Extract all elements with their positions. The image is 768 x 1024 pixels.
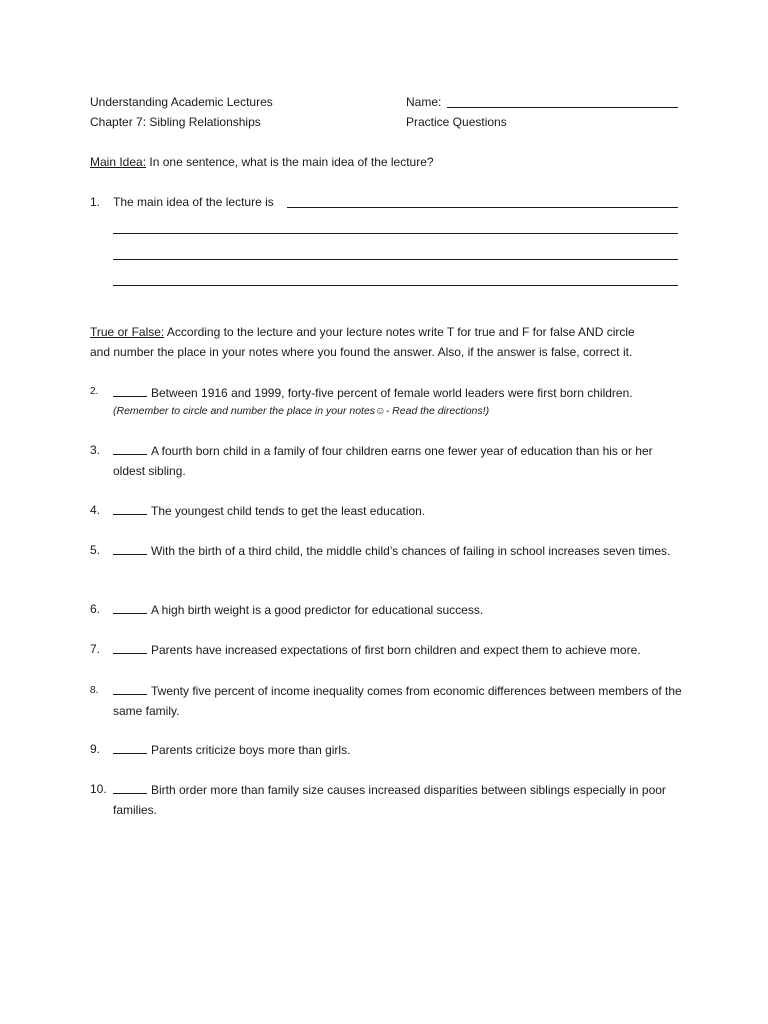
answer-line[interactable] bbox=[287, 207, 678, 208]
question-number: 2. bbox=[90, 386, 99, 397]
answer-blank[interactable] bbox=[113, 781, 147, 794]
question-number: 10. bbox=[90, 782, 107, 796]
answer-blank[interactable] bbox=[113, 641, 147, 654]
course-title: Understanding Academic Lectures bbox=[90, 95, 273, 109]
question-5 bbox=[113, 541, 683, 561]
reminder-note: (Remember to circle and number the place in your notes☺- Read the directions!) bbox=[113, 405, 490, 417]
worksheet-type: Practice Questions bbox=[406, 115, 507, 129]
question-3 bbox=[113, 441, 683, 481]
question-8 bbox=[113, 681, 683, 721]
question-number: 4. bbox=[90, 503, 101, 517]
answer-blank[interactable] bbox=[113, 502, 147, 515]
question-9 bbox=[113, 740, 683, 760]
answer-blank[interactable] bbox=[113, 682, 147, 695]
question-text: A fourth born child in a family of four children earns one fewer year of education than his or her oldest sibling. bbox=[113, 444, 653, 478]
question-text: Parents criticize boys more than girls. bbox=[151, 743, 351, 757]
main-idea-q1-text: The main idea of the lecture is bbox=[113, 195, 274, 209]
question-text: Parents have increased expectations of first born children and expect them to achieve more. bbox=[151, 643, 641, 657]
true-false-instructions-line-1 bbox=[90, 325, 635, 339]
name-field-line[interactable] bbox=[447, 107, 678, 108]
main-idea-label: Main Idea: bbox=[90, 155, 147, 169]
question-2 bbox=[113, 383, 683, 403]
question-number: 7. bbox=[90, 642, 101, 656]
question-number: 6. bbox=[90, 602, 101, 616]
name-label: Name: bbox=[406, 95, 442, 109]
answer-blank[interactable] bbox=[113, 601, 147, 614]
true-false-instr-1: According to the lecture and your lecture notes write T for true and F for false AND circle bbox=[164, 325, 635, 339]
question-text: Birth order more than family size causes increased disparities between siblings especially in poor families. bbox=[113, 783, 666, 817]
question-6 bbox=[113, 600, 683, 620]
answer-blank[interactable] bbox=[113, 741, 147, 754]
answer-blank[interactable] bbox=[113, 442, 147, 455]
question-text: Twenty five percent of income inequality comes from economic differences between members of the same family. bbox=[113, 684, 682, 718]
main-idea-prompt bbox=[90, 155, 434, 169]
question-text: Between 1916 and 1999, forty-five percent of female world leaders were first born children. bbox=[151, 386, 633, 400]
question-text: A high birth weight is a good predictor for educational success. bbox=[151, 603, 484, 617]
answer-line[interactable] bbox=[113, 259, 678, 260]
question-number: 1. bbox=[90, 195, 101, 209]
answer-line[interactable] bbox=[113, 233, 678, 234]
true-false-instr-2-bold: and number the place in your notes bbox=[90, 345, 279, 359]
main-idea-question: In one sentence, what is the main idea of the lecture? bbox=[146, 155, 434, 169]
answer-blank[interactable] bbox=[113, 542, 147, 555]
question-number: 3. bbox=[90, 443, 101, 457]
question-7 bbox=[113, 640, 683, 660]
question-text: With the birth of a third child, the middle child’s chances of failing in school increases seven times. bbox=[151, 544, 671, 558]
question-text: The youngest child tends to get the least education. bbox=[151, 504, 426, 518]
question-number: 9. bbox=[90, 742, 101, 756]
question-number: 5. bbox=[90, 543, 101, 557]
question-number: 8. bbox=[90, 685, 99, 696]
chapter-title: Chapter 7: Sibling Relationships bbox=[90, 115, 261, 129]
answer-line[interactable] bbox=[113, 285, 678, 286]
answer-blank[interactable] bbox=[113, 384, 147, 397]
true-false-instructions-line-2 bbox=[90, 345, 632, 359]
true-false-label: True or False: bbox=[90, 325, 165, 339]
question-10 bbox=[113, 780, 683, 820]
question-4 bbox=[113, 501, 683, 521]
true-false-instr-2: where you found the answer. Also, if the answer is false, correct it. bbox=[278, 345, 633, 359]
